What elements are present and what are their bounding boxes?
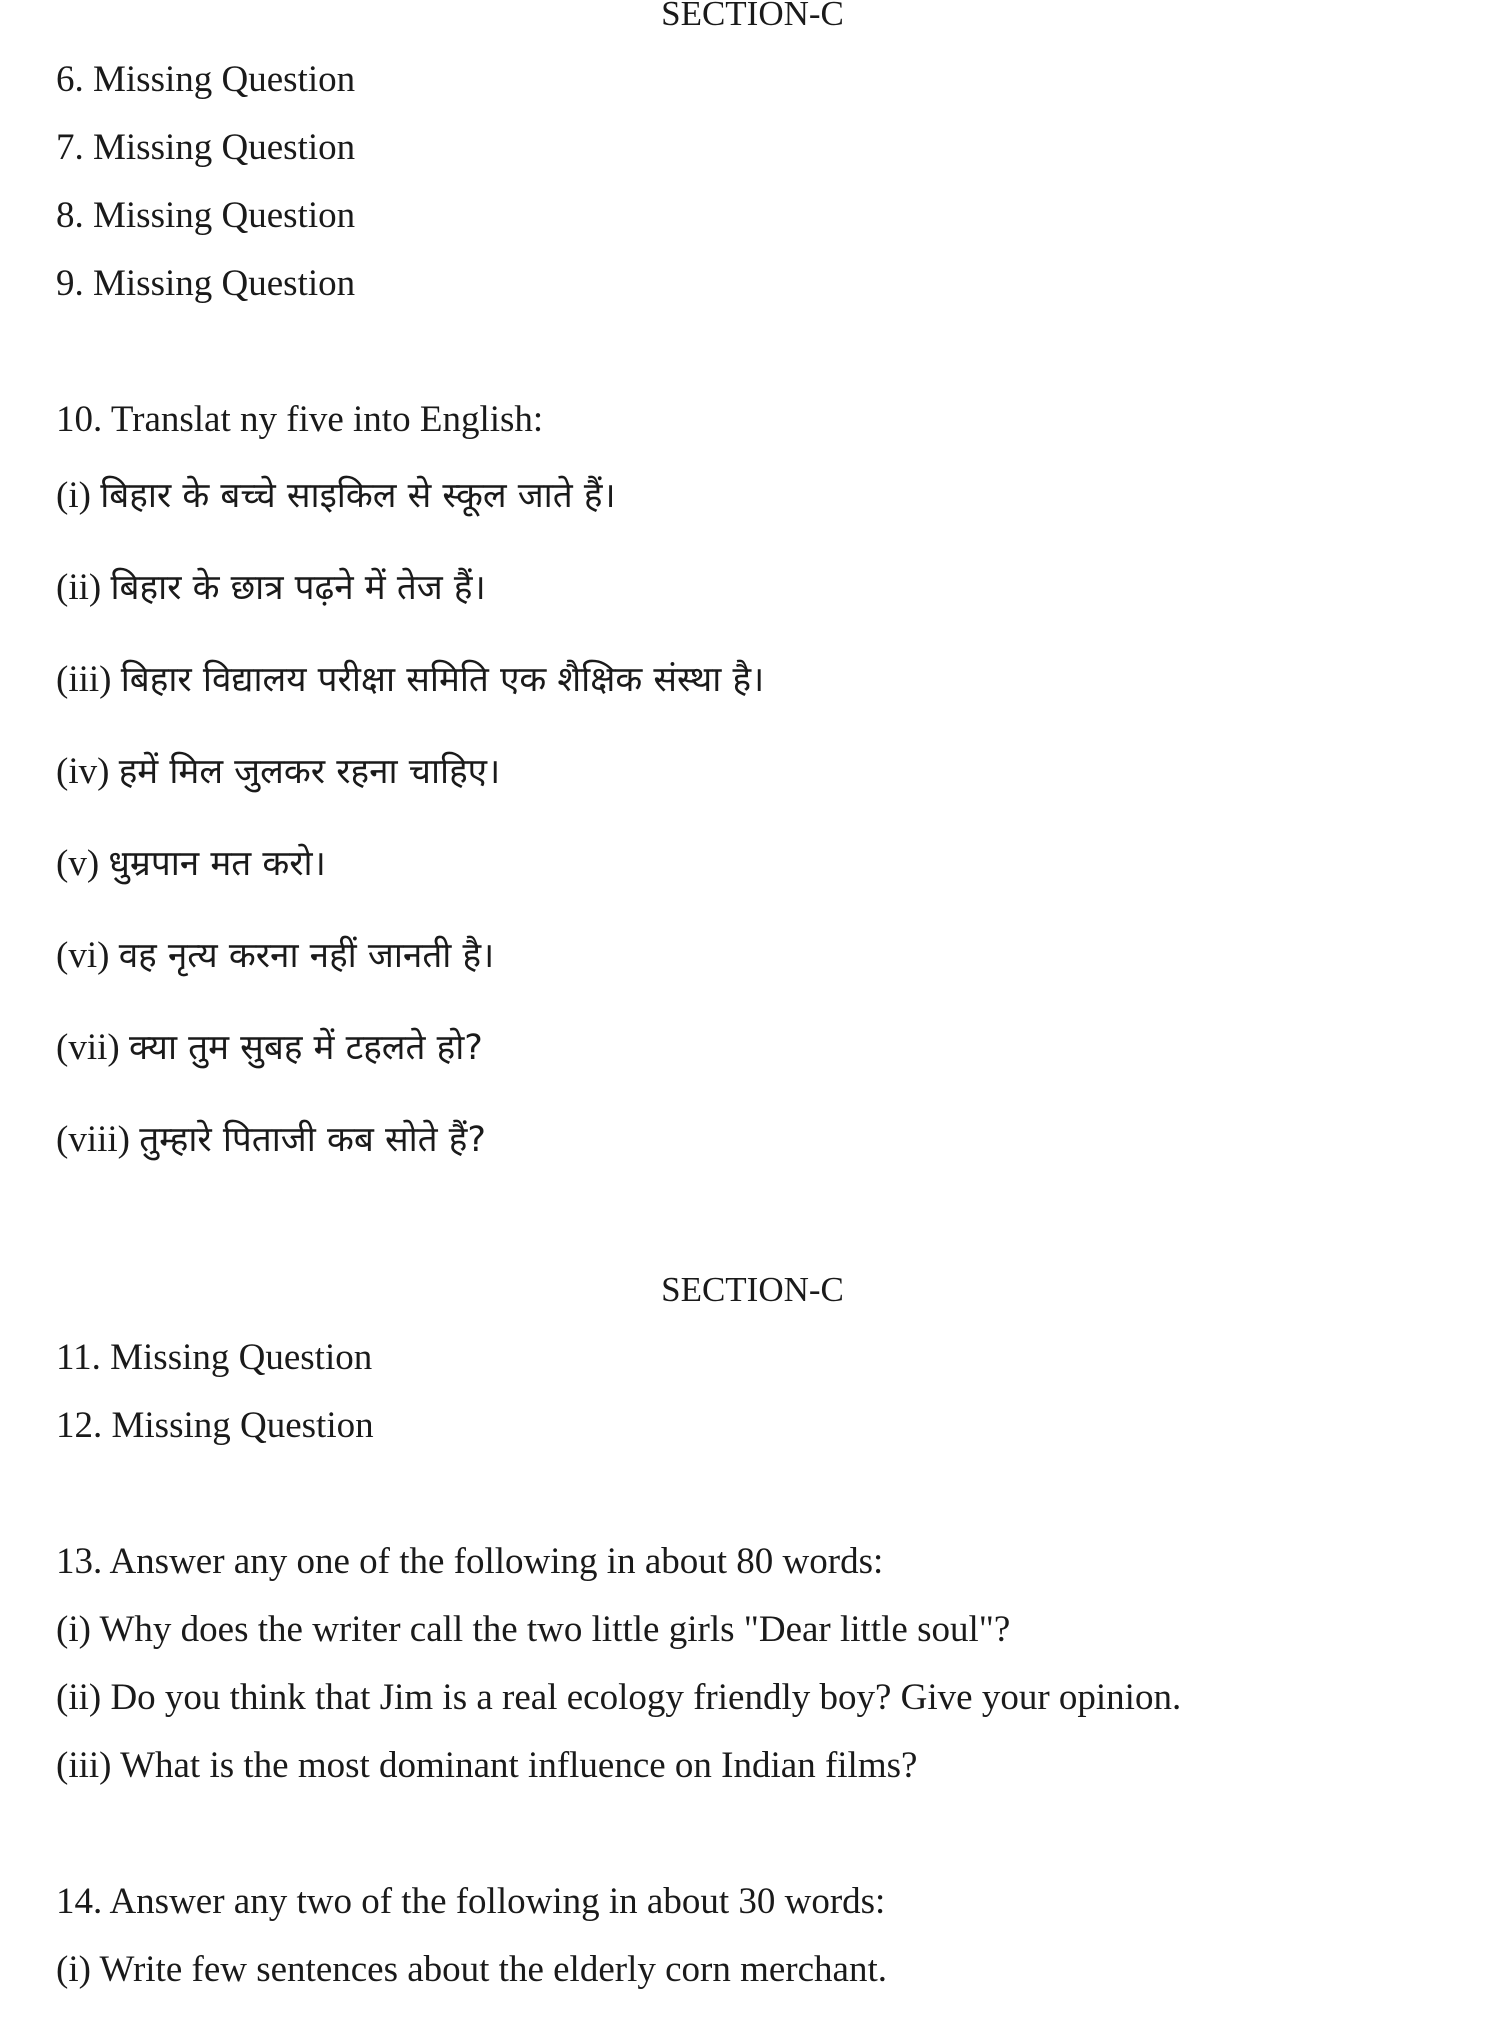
item-label: (i) [56,475,91,516]
section-heading-middle: SECTION-C [661,1270,844,1309]
translation-item [56,658,764,702]
item-label: (iv) [56,751,110,792]
translation-item [56,1026,483,1070]
translation-item [56,934,494,978]
item-label: (vii) [56,1027,120,1068]
item-label: (ii) [56,567,102,608]
question-14-option-1: (i) Write few sentences about the elderly corn merchant. [56,1949,888,1990]
hindi-sentence: बिहार विद्यालय परीक्षा समिति एक शैक्षिक संस्था है। [120,660,765,700]
translation-item [56,566,486,610]
question-6: 6. Missing Question [56,59,356,100]
item-label: (iii) [56,659,112,700]
question-9: 9. Missing Question [56,263,356,304]
translation-item [56,474,616,518]
hindi-sentence: तुम्हारे पिताजी कब सोते हैं? [139,1120,486,1160]
hindi-sentence: हमें मिल जुलकर रहना चाहिए। [118,752,501,792]
hindi-sentence: क्या तुम सुबह में टहलते हो? [128,1028,483,1068]
question-10-prompt: 10. Translat ny five into English: [56,399,544,440]
translation-item [56,842,326,886]
hindi-sentence: बिहार के छात्र पढ़ने में तेज हैं। [110,568,486,608]
question-8: 8. Missing Question [56,195,356,236]
hindi-sentence: वह नृत्य करना नहीं जानती है। [118,936,495,976]
item-label: (viii) [56,1119,130,1160]
question-7: 7. Missing Question [56,127,356,168]
section-heading-top: SECTION-C [661,0,844,33]
translation-item [56,750,500,794]
question-11: 11. Missing Question [56,1337,373,1378]
hindi-sentence: धुम्रपान मत करो। [108,844,326,884]
translation-item [56,1118,486,1162]
question-13-option-2: (ii) Do you think that Jim is a real ecology friendly boy? Give your opinion. [56,1677,1182,1718]
item-label: (v) [56,843,100,884]
question-13-prompt: 13. Answer any one of the following in about 80 words: [56,1541,884,1582]
question-13-option-1: (i) Why does the writer call the two little girls "Dear little soul"? [56,1609,1011,1650]
hindi-sentence: बिहार के बच्चे साइकिल से स्कूल जाते हैं। [100,476,616,516]
question-13-option-3: (iii) What is the most dominant influence on Indian films? [56,1745,918,1786]
item-label: (vi) [56,935,110,976]
question-12: 12. Missing Question [56,1405,374,1446]
question-14-prompt: 14. Answer any two of the following in about 30 words: [56,1881,886,1922]
